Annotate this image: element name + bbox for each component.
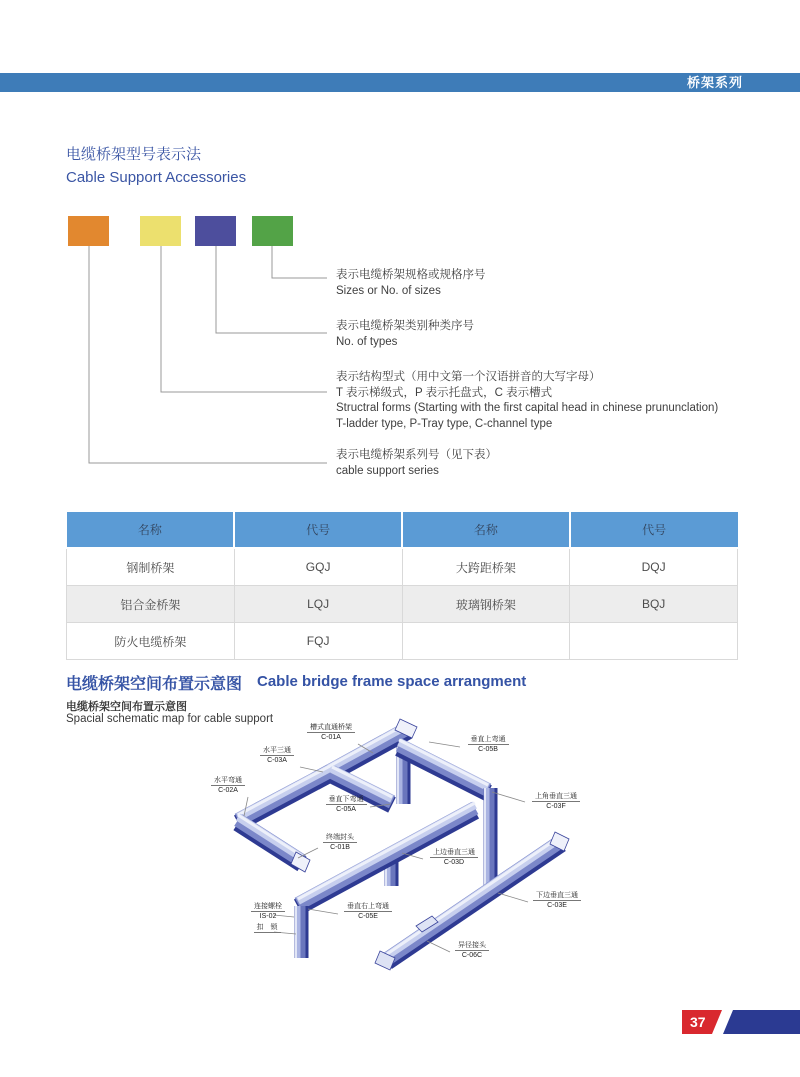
label-cn: 上边垂直三通 <box>430 848 478 858</box>
legend-line: T 表示梯级式，P 表示托盘式，C 表示槽式 <box>336 386 553 399</box>
footer-blue-shape <box>723 1010 800 1034</box>
space-title-cn: 电缆桥架空间布置示意图 <box>66 676 243 693</box>
column-header: 代号 <box>234 512 402 548</box>
legend-line: No. of types <box>336 335 398 348</box>
label-cn: 终端封头 <box>323 833 357 843</box>
label-code: C-05E <box>358 913 378 920</box>
legend-line: Structral forms (Starting with the first capital head in chinese prununclation) <box>336 402 719 414</box>
table-cell: BQJ <box>570 586 738 623</box>
table-header-row <box>67 512 738 548</box>
label-cn: 槽式直通桥架 <box>307 723 355 733</box>
legend-line: 表示电缆桥架规格或规格序号 <box>336 269 486 281</box>
label-code: C-03E <box>547 902 567 909</box>
label-cn: 垂直上弯通 <box>468 735 509 745</box>
table-cell: GQJ <box>234 548 402 586</box>
label-cn: 水平三通 <box>260 746 294 756</box>
diagram-label <box>460 735 516 754</box>
table-cell: 玻璃钢桥架 <box>402 586 570 623</box>
label-cn: 下边垂直三通 <box>533 891 581 901</box>
label-cn: 垂直下弯通 <box>326 795 367 805</box>
legend-item-size <box>336 268 756 299</box>
table-row <box>67 548 738 586</box>
diagram-label <box>334 902 402 921</box>
table-row <box>67 586 738 623</box>
diagram-label <box>246 923 288 933</box>
legend-line: cable support series <box>336 464 439 477</box>
label-cn: 上角垂直三通 <box>532 792 580 802</box>
label-code: IS-02 <box>259 913 277 920</box>
legend-item-type <box>336 319 756 350</box>
label-code: C-06C <box>461 952 483 959</box>
label-code: C-05B <box>478 746 498 753</box>
diagram-label <box>203 776 253 795</box>
legend-line: Sizes or No. of sizes <box>336 284 441 297</box>
diagram-label <box>524 792 588 811</box>
space-subtitle-cn: 电缆桥架空间布置示意图 <box>66 701 187 713</box>
legend-item-series <box>336 448 756 479</box>
space-title-en: Cable bridge frame space arrangment <box>257 673 527 690</box>
label-code: C-02A <box>218 787 238 794</box>
label-code: C-03A <box>267 757 287 764</box>
series-code-table <box>66 512 738 660</box>
table-row <box>67 623 738 660</box>
table-cell <box>570 623 738 660</box>
table-cell <box>402 623 570 660</box>
diagram-label <box>315 833 365 852</box>
diagram-label <box>300 723 362 742</box>
column-header: 代号 <box>570 512 738 548</box>
table-cell: 钢制桥架 <box>67 548 235 586</box>
table-cell: LQJ <box>234 586 402 623</box>
label-code: C-01B <box>330 844 350 851</box>
space-subtitle-en: Spacial schematic map for cable support <box>66 713 274 725</box>
diagram-label <box>318 795 374 814</box>
label-cn: 垂直右上弯通 <box>344 902 392 912</box>
label-cn: 水平弯通 <box>211 776 245 786</box>
model-code-title-cn: 电缆桥架型号表示法 <box>66 146 202 163</box>
table-cell: 大跨距桥架 <box>402 548 570 586</box>
legend-line: T-ladder type, P-Tray type, C-channel type <box>336 417 553 430</box>
column-header: 名称 <box>402 512 570 548</box>
label-code: C-03F <box>546 803 566 810</box>
header-series-label: 桥架系列 <box>686 75 743 90</box>
column-header: 名称 <box>67 512 235 548</box>
label-cn: 扣 锁 <box>254 923 281 933</box>
label-code: C-01A <box>321 734 341 741</box>
diagram-label <box>422 848 486 867</box>
table-cell: DQJ <box>570 548 738 586</box>
diagram-label <box>447 941 497 960</box>
table-cell: 防火电缆桥架 <box>67 623 235 660</box>
label-cn: 异径接头 <box>455 941 489 951</box>
label-cn: 连接螺栓 <box>251 902 285 912</box>
legend-item-structure <box>336 370 756 432</box>
legend-line: 表示电缆桥架系列号（见下表） <box>336 449 497 461</box>
page-number: 37 <box>690 1014 706 1030</box>
table-cell: 铝合金桥架 <box>67 586 235 623</box>
diagram-label <box>525 891 589 910</box>
model-code-title-en: Cable Support Accessories <box>66 169 247 186</box>
legend-line: 表示电缆桥架类别种类序号 <box>336 320 474 332</box>
footer-page-marker <box>675 1005 800 1040</box>
legend-line: 表示结构型式（用中文第一个汉语拼音的大写字母） <box>336 371 601 383</box>
table-cell: FQJ <box>234 623 402 660</box>
label-code: C-05A <box>336 806 356 813</box>
diagram-label <box>252 746 302 765</box>
diagram-label <box>245 902 291 921</box>
label-code: C-03D <box>443 859 465 866</box>
cable-tray-diagram <box>140 700 720 980</box>
